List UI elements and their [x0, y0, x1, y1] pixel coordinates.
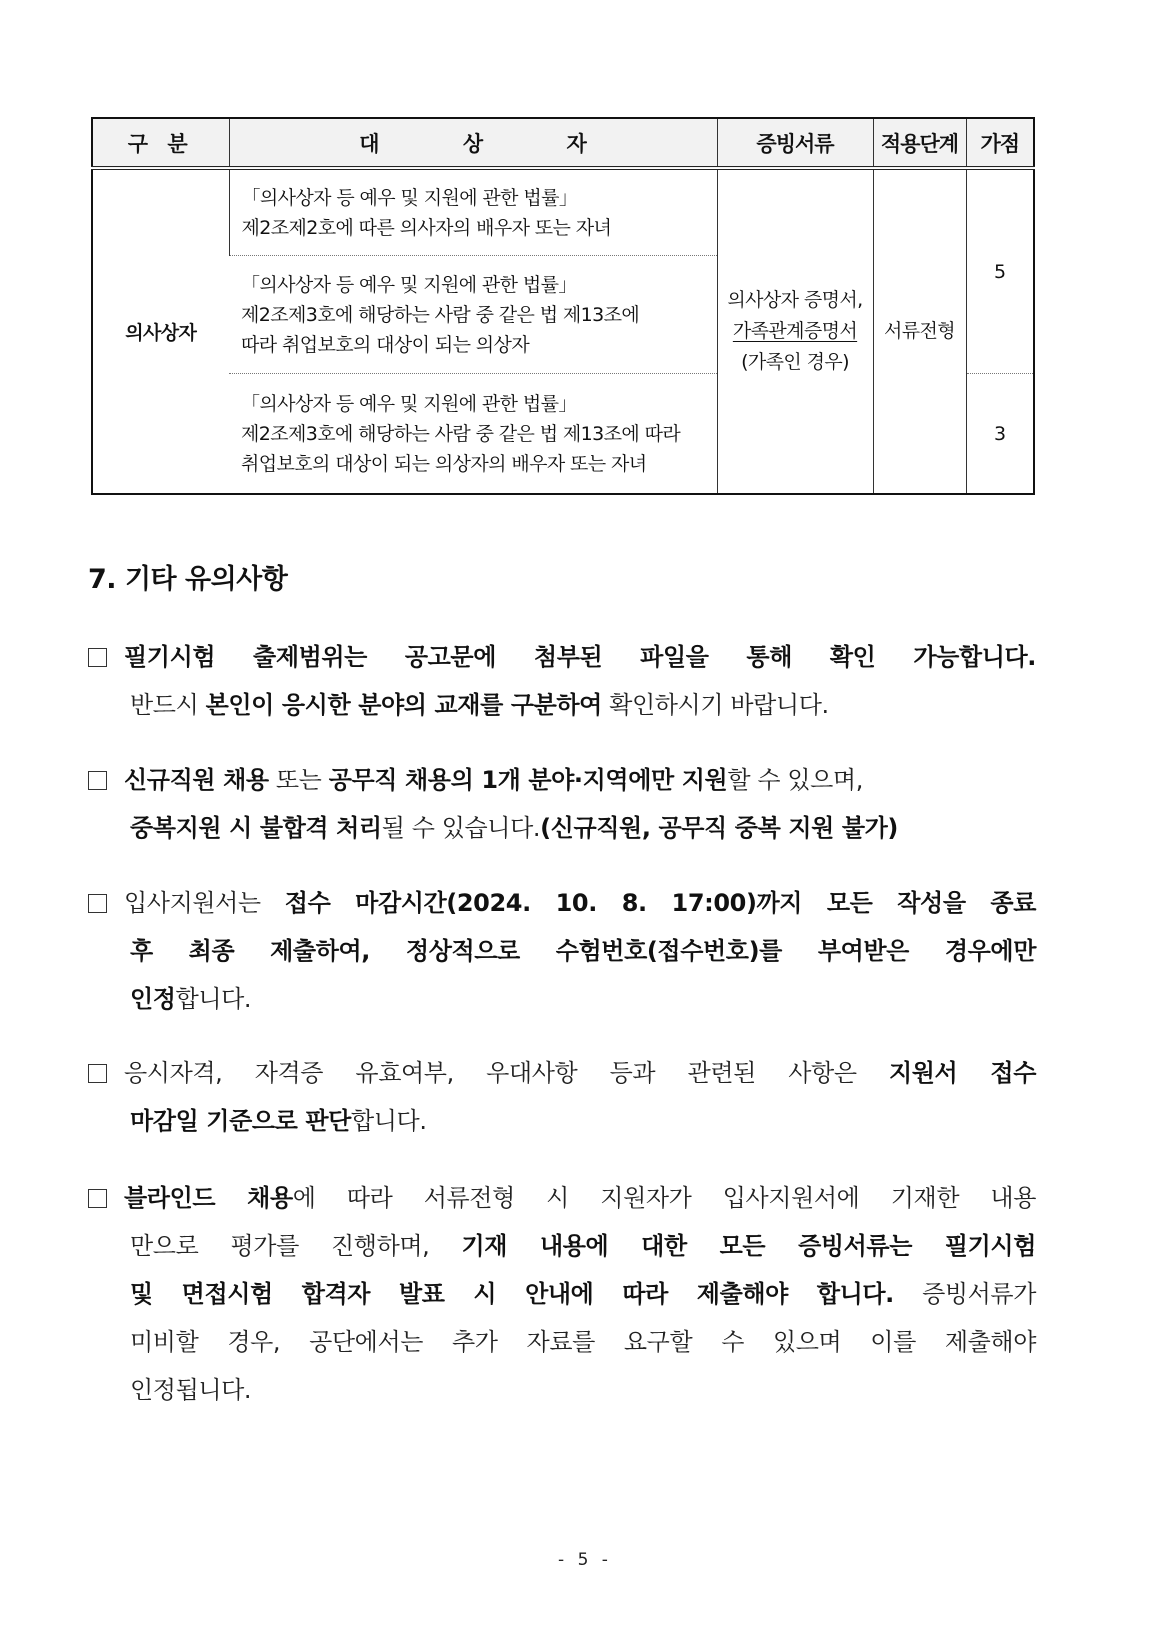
notice-item — [88, 1049, 1036, 1145]
notice-line: 중복지원 시 불합격 처리될 수 있습니다.(신규직원, 공무직 중복 지원 불가) — [130, 814, 898, 842]
target-text: 「의사상자 등 예우 및 지원에 관한 법률」 — [241, 186, 578, 209]
checkbox-icon — [88, 1189, 107, 1208]
stage-cell: 서류전형 — [873, 168, 966, 494]
bonus-points-table — [91, 117, 1035, 495]
checkbox-icon — [88, 894, 107, 913]
notice-item — [88, 1174, 1036, 1414]
target-cell — [229, 374, 717, 495]
notice-item — [88, 756, 1036, 852]
header-category: 구 분 — [92, 118, 229, 168]
notice-line: 입사지원서는 접수 마감시간(2024. 10. 8. 17:00)까지 모든 작성을 종료 — [88, 879, 1036, 927]
target-text: 「의사상자 등 예우 및 지원에 관한 법률」 — [241, 392, 577, 415]
header-documents: 증빙서류 — [717, 118, 873, 168]
notice-line: 및 면접시험 합격자 발표 시 안내에 따라 제출해야 합니다. 증빙서류가 — [130, 1280, 1036, 1308]
page-number: - 5 - — [558, 1550, 612, 1570]
notice-line: 응시자격, 자격증 유효여부, 우대사항 등과 관련된 사항은 지원서 접수 — [88, 1049, 1036, 1097]
target-text: 제2조제2호에 따른 의사자의 배우자 또는 자녀 — [241, 216, 612, 239]
target-text: 「의사상자 등 예우 및 지원에 관한 법률」 — [241, 273, 577, 296]
target-text: 따라 취업보호의 대상이 되는 의상자 — [241, 333, 530, 356]
checkbox-icon — [88, 771, 107, 790]
notice-line: 신규직원 채용 또는 공무직 채용의 1개 분야·지역에만 지원할 수 있으며, — [88, 756, 1036, 804]
notice-line: 인정합니다. — [130, 985, 252, 1013]
target-text: 취업보호의 대상이 되는 의상자의 배우자 또는 자녀 — [241, 452, 647, 475]
section-title: 7. 기타 유의사항 — [88, 564, 288, 595]
points-cell: 3 — [966, 374, 1034, 495]
table-header-row — [92, 118, 1034, 168]
target-cell — [229, 168, 717, 256]
notice-item — [88, 879, 1036, 1023]
notice-line: 반드시 본인이 응시한 분야의 교재를 구분하여 확인하시기 바랍니다. — [130, 691, 829, 719]
notice-line: 만으로 평가를 진행하며, 기재 내용에 대한 모든 증빙서류는 필기시험 — [130, 1232, 1036, 1260]
notice-item — [88, 633, 1036, 729]
target-text: 제2조제3호에 해당하는 사람 중 같은 법 제13조에 — [241, 303, 640, 326]
notice-line: 필기시험 출제범위는 공고문에 첨부된 파일을 통해 확인 가능합니다. — [88, 633, 1036, 681]
checkbox-icon — [88, 1064, 107, 1083]
notice-line: 블라인드 채용에 따라 서류전형 시 지원자가 입사지원서에 기재한 내용 — [88, 1174, 1036, 1222]
header-points: 가점 — [966, 118, 1034, 168]
document-note: (가족인 경우) — [741, 351, 849, 373]
table-row — [92, 168, 1034, 256]
header-stage: 적용단계 — [873, 118, 966, 168]
category-cell: 의사상자 — [125, 322, 197, 344]
target-text: 제2조제3호에 해당하는 사람 중 같은 법 제13조에 따라 — [241, 422, 681, 445]
target-cell — [229, 256, 717, 374]
notice-line: 후 최종 제출하여, 정상적으로 수험번호(접수번호)를 부여받은 경우에만 — [130, 937, 1036, 965]
points-cell: 5 — [966, 168, 1034, 374]
notice-line: 인정됩니다. — [130, 1376, 252, 1404]
notice-line: 미비할 경우, 공단에서는 추가 자료를 요구할 수 있으며 이를 제출해야 — [130, 1328, 1036, 1356]
document-text: 의사상자 증명서, — [727, 289, 863, 311]
documents-cell — [717, 168, 873, 494]
document-text-underlined: 가족관계증명서 — [732, 320, 858, 342]
header-target: 대 상 자 — [229, 118, 717, 168]
notice-line: 마감일 기준으로 판단합니다. — [130, 1107, 427, 1135]
checkbox-icon — [88, 648, 107, 667]
